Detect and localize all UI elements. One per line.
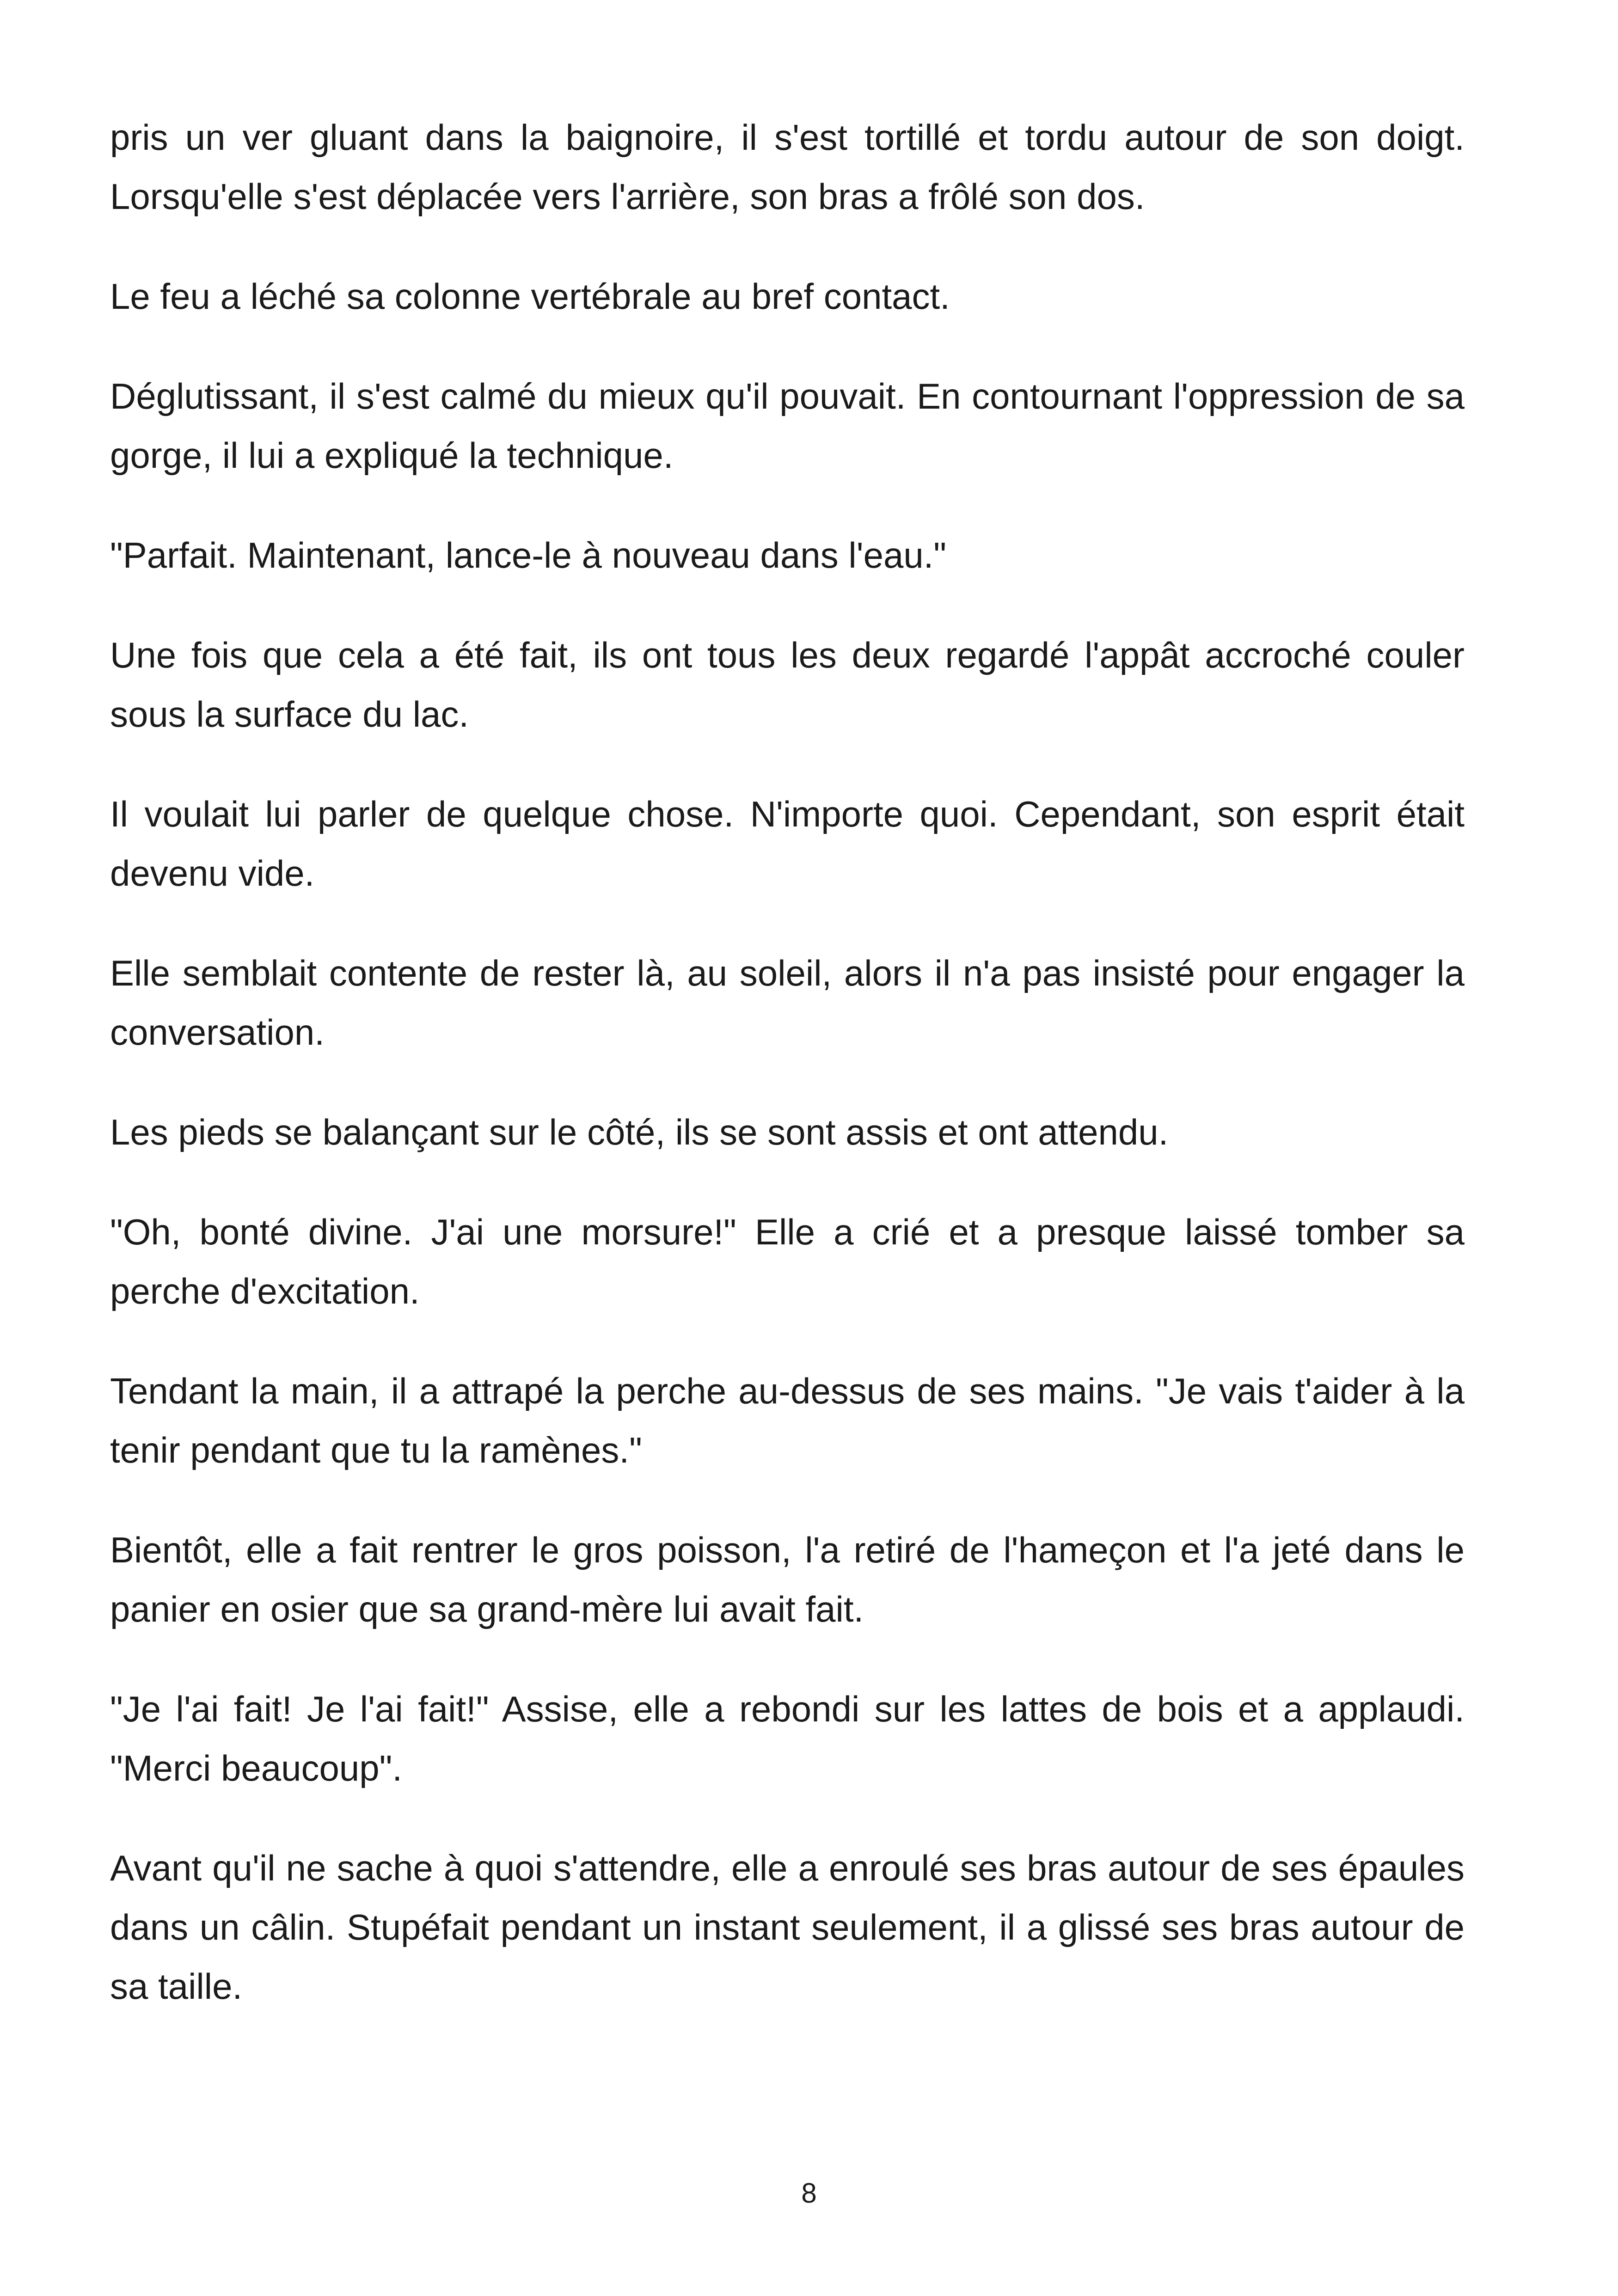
paragraph: Bientôt, elle a fait rentrer le gros poisson, l'a retiré de l'hameçon et l'a jeté dans le panier en osier que sa grand-mère lui avait fait. xyxy=(110,1530,1465,1629)
paragraph: Déglutissant, il s'est calmé du mieux qu'il pouvait. En contournant l'oppression de sa gorge, il lui a expliqué la technique. xyxy=(110,376,1465,476)
paragraph: Elle semblait contente de rester là, au soleil, alors il n'a pas insisté pour engager la conversation. xyxy=(110,953,1465,1053)
paragraph: Les pieds se balançant sur le côté, ils se sont assis et ont attendu. xyxy=(110,1112,1169,1152)
paragraph: "Oh, bonté divine. J'ai une morsure!" Elle a crié et a presque laissé tomber sa perche d'excitation. xyxy=(110,1212,1465,1311)
paragraph: Avant qu'il ne sache à quoi s'attendre, elle a enroulé ses bras autour de ses épaules dans un câlin. Stupéfait pendant un instant seulement, il a glissé ses bras autour de sa taille. xyxy=(110,1848,1465,2007)
paragraph: "Je l'ai fait! Je l'ai fait!" Assise, elle a rebondi sur les lattes de bois et a applaudi. "Merci beaucoup". xyxy=(110,1689,1465,1788)
paragraph: Le feu a léché sa colonne vertébrale au bref contact. xyxy=(110,276,950,317)
paragraph: "Parfait. Maintenant, lance-le à nouveau dans l'eau." xyxy=(110,535,947,576)
paragraph: pris un ver gluant dans la baignoire, il s'est tortillé et tordu autour de son doigt. Lorsqu'elle s'est déplacée vers l'arrière, son bras a frôlé son dos. xyxy=(110,117,1465,217)
paragraph: Tendant la main, il a attrapé la perche au-dessus de ses mains. "Je vais t'aider à la tenir pendant que tu la ramènes." xyxy=(110,1371,1465,1470)
body-text xyxy=(110,108,1465,2016)
paragraph: Une fois que cela a été fait, ils ont tous les deux regardé l'appât accroché couler sous la surface du lac. xyxy=(110,635,1465,735)
page-number: 8 xyxy=(801,2178,817,2209)
paragraph: Il voulait lui parler de quelque chose. N'importe quoi. Cependant, son esprit était devenu vide. xyxy=(110,794,1465,894)
